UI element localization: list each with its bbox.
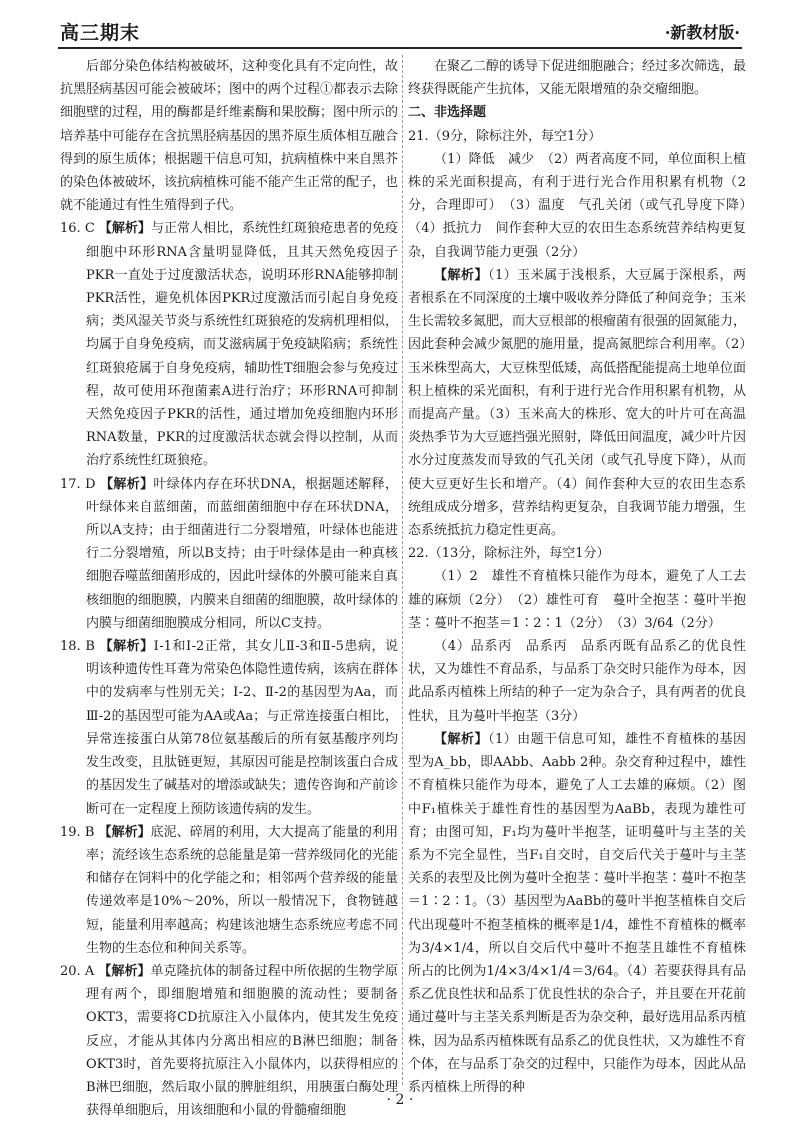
answer-item <box>60 473 398 635</box>
answer-paragraph <box>408 565 746 635</box>
section-title: 二、非选择题 <box>408 105 487 121</box>
analysis-tag: 【解析】 <box>99 639 154 655</box>
header-title: 高三期末 <box>60 22 141 44</box>
section-heading <box>408 101 746 124</box>
answer-item <box>60 217 398 472</box>
analysis-text: 底泥、碎屑的利用，大大提高了能量的利用率；流经该生态系统的总能量是第一营养级同化的光能和储存在饲料中的化学能之和；相邻两个营养级的能量传递效率是10%～20%，所以一般情况下，食物链越短，能量利用率越高；构建该池塘生态系统应考虑不同生物的生态位和种间关系等。 <box>86 824 399 956</box>
question-header <box>408 542 746 565</box>
column-divider <box>402 55 403 1085</box>
answer-paragraph <box>408 148 760 264</box>
paragraph-text: 在聚乙二醇的诱导下促进细胞融合；经过多次筛选，最终获得既能产生抗体，又能无限增殖的杂交瘤细胞。 <box>408 59 747 98</box>
analysis-tag: 【解析】 <box>434 267 488 283</box>
analysis-tag: 【解析】 <box>98 824 151 840</box>
question-number: 16. <box>60 221 81 237</box>
analysis-text: （1）由题干信息可知，雄性不育植株的基因型为A_bb，即AAbb、Aabb 2种。杂交育种过程中，雄性不育植株只能作为母本，避免了人工去雄的麻烦。（2）图中F₁植株关于雄性育性的基因型为AaBb，表现为雄性可育；由图可知，F₁均为蔓叶半抱茎，证明蔓叶与主茎的关系为不完全显性，当F₁自交时，自交后代关于蔓叶与主茎关系的表型及比例为蔓叶全抱茎∶蔓叶半抱茎∶蔓叶不抱茎＝1∶2∶1。（3）基因型为AaBb的蔓叶半抱茎植株自交后代出现蔓叶不抱茎植株的概率是1/4，雄性不育植株的概率为3/4×1/4，所以自交后代中蔓叶不抱茎且雄性不育植株所占的比例为1/4×3/4×1/4＝3/64。（4）若要获得具有品系乙优良性状和品系丁优良性状的杂合子，并且要在开花前通过蔓叶与主茎关系判断是否为杂交种，最好选用品系丙植株，因为品系丙植株既有品系乙的优良性状，又为雄性不育个体，在与品系丁杂交的过程中，只能作为母本，因此从品系丙植株上所得的种 <box>408 731 747 1095</box>
question-number: 21. <box>408 128 429 144</box>
question-number: 20. <box>60 963 81 979</box>
answer-item <box>60 821 398 960</box>
analysis-tag: 【解析】 <box>434 731 488 747</box>
question-score: （9分，除标注外，每空1分） <box>428 128 602 144</box>
analysis-tag: 【解析】 <box>98 963 151 979</box>
question-header <box>408 125 746 148</box>
right-column <box>408 55 760 1099</box>
question-number: 19. <box>60 824 81 840</box>
answer-choice: C <box>84 221 95 237</box>
question-number: 22. <box>408 546 429 562</box>
header-edition: ·新教材版· <box>664 23 740 42</box>
page-number: · 2 · <box>386 1092 414 1108</box>
analysis-paragraph <box>408 264 746 542</box>
paragraph-text: 后部分染色体结构被破坏，这种变化具有不定向性，故抗黑胫病基因可能会被破坏；图中的两个过程①都表示去除细胞壁的过程，用的酶都是纤维素酶和果胶酶；图中所示的培养基中可能存在含抗黑胫病基因的黑芥原生质体相互融合得到的原生质体；根据题干信息可知，抗病植株中来自黑芥的染色体被破坏，该抗病植株可能不能产生正常的配子，也就不能通过有性生殖得到子代。 <box>60 59 399 214</box>
analysis-text: Ⅰ-1和Ⅰ-2正常，其女儿Ⅱ-3和Ⅱ-5患病，说明该种遗传性耳聋为常染色体隐性遗传病，该病在群体中的发病率与性别无关；Ⅰ-2、Ⅱ-2的基因型为Aa，而Ⅲ-2的基因型可能为AA或Aa；与正常连接蛋白相比，异常连接蛋白从第78位氨基酸后的所有氨基酸序列均发生改变，且肽链更短，其原因可能是控制该蛋白合成的基因发生了碱基对的增添或缺失；遗传咨询和产前诊断可在一定程度上预防该遗传病的发生。 <box>86 639 399 817</box>
answer-choice: A <box>84 963 95 979</box>
answer-paragraph <box>408 635 746 728</box>
answer-choice: B <box>84 824 95 840</box>
left-column <box>60 55 398 1122</box>
analysis-tag: 【解析】 <box>100 476 154 492</box>
analysis-tag: 【解析】 <box>98 221 151 237</box>
answer-item <box>60 635 398 821</box>
paragraph-text: （1）降低 减少 （2）两者高度不同，单位面积上植株的采光面积提高，有利于进行光合作用积累有机物（2分，合理即可） （3）温度 气孔关闭（或气孔导度下降） （4）抵抗力 间作套种大豆的农田生态系统营养结构更复杂，自我调节能力更强（2分） <box>408 151 760 260</box>
analysis-text: 与正常人相比，系统性红斑狼疮患者的免疫细胞中环形RNA含量明显降低，且其天然免疫因子PKR一直处于过度激活状态，说明环形RNA能够抑制PKR活性，避免机体因PKR过度激活而引起自身免疫病；类风湿关节炎与系统性红斑狼疮的发病机理相似，均属于自身免疫病，而艾滋病属于免疫缺陷病；系统性红斑狼疮属于自身免疫病，辅助性T细胞会参与免疫过程，故可使用环孢菌素A进行治疗；环形RNA可抑制天然免疫因子PKR的活性，通过增加免疫细胞内环形RNA数量，PKR的过度激活状态就会得以控制，从而治疗系统性红斑狼疮。 <box>86 221 399 469</box>
continued-paragraph <box>408 55 746 101</box>
analysis-paragraph <box>408 728 746 1099</box>
analysis-text: （1）玉米属于浅根系，大豆属于深根系，两者根系在不同深度的土壤中吸收养分降低了种间竞争；玉米生长需较多氮肥，而大豆根部的根瘤菌有很强的固氮能力，因此套种会减少氮肥的施用量，提高氮肥综合利用率。（2）玉米株型高大，大豆株型低矮，高低搭配能提高土地单位面积上植株的采光面积，有利于进行光合作用积累有机物，从而提高产量。（3）玉米高大的株形、宽大的叶片可在高温炎热季节为大豆遮挡强光照射，降低田间温度，减少叶片因水分过度蒸发而导致的气孔关闭（或气孔导度下降），从而使大豆更好生长和增产。（4）间作套种大豆的农田生态系统组成成分增多，营养结构更复杂，自我调节能力增强，生态系统抵抗力稳定性更高。 <box>408 267 747 539</box>
question-number: 17. <box>60 476 81 492</box>
answer-choice: B <box>85 639 95 655</box>
paragraph-text: （1）2 雄性不育植株只能作为母本，避免了人工去雄的麻烦（2分） （2）雄性可育 蔓叶全抱茎∶蔓叶半抱茎∶蔓叶不抱茎＝1∶2∶1（2分） （3）3/64（2分） <box>408 569 746 631</box>
analysis-text: 单克隆抗体的制备过程中所依据的生物学原理有两个，即细胞增殖和细胞膜的流动性；要制备OKT3，需要将CD抗原注入小鼠体内，使其发生免疫反应，才能从其体内分离出相应的B淋巴细胞；制备OKT3时，首先要将抗原注入小鼠体内，以获得相应的B淋巴细胞，然后取小鼠的脾脏组织，用胰蛋白酶处理获得单细胞后，用该细胞和小鼠的骨髓瘤细胞 <box>86 963 398 1119</box>
continued-paragraph <box>60 55 398 217</box>
analysis-text: 叶绿体内存在环状DNA，根据题述解释，叶绿体来自蓝细菌，而蓝细菌细胞中存在环状DNA，所以A支持；由于细菌进行二分裂增殖，叶绿体也能进行二分裂增殖，所以B支持；由于叶绿体是由一种真核细胞吞噬蓝细菌形成的，因此叶绿体的外膜可能来自真核细胞的细胞膜，内膜来自细菌的细胞膜，故叶绿体的内膜与细菌细胞膜成分相同，所以C支持。 <box>86 476 399 631</box>
paragraph-text: （4）品系丙 品系丙 品系丙既有品系乙的优良性状，又为雄性不育品系，与品系丁杂交时只能作为母本，因此品系丙植株上所结的种子一定为杂合子，具有两者的优良性状，且为蔓叶半抱茎（3分） <box>408 639 747 724</box>
answer-choice: D <box>85 476 96 492</box>
header-rule <box>58 47 742 49</box>
question-number: 18. <box>60 639 81 655</box>
question-score: （13分，除标注外，每空1分） <box>428 546 610 562</box>
